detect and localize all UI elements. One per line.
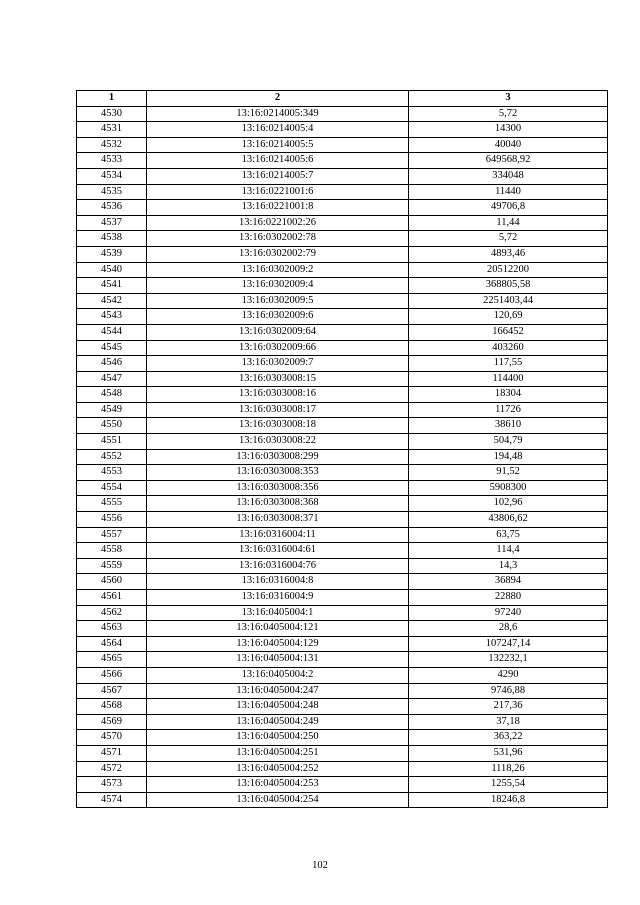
table-row	[77, 667, 608, 683]
value-cell: 5,72	[409, 106, 608, 122]
cadastral-number-cell: 13:16:0405004:252	[147, 761, 409, 777]
table-row	[77, 745, 608, 761]
value-cell: 97240	[409, 605, 608, 621]
value-cell: 363,22	[409, 730, 608, 746]
cadastral-number-cell: 13:16:0405004:253	[147, 777, 409, 793]
row-number-cell: 4549	[77, 402, 147, 418]
row-number-cell: 4566	[77, 667, 147, 683]
table-row	[77, 168, 608, 184]
table-row	[77, 792, 608, 808]
table-row	[77, 761, 608, 777]
table-row	[77, 387, 608, 403]
row-number-cell: 4546	[77, 356, 147, 372]
value-cell: 43806,62	[409, 512, 608, 528]
table-row	[77, 106, 608, 122]
value-cell: 14,3	[409, 558, 608, 574]
table-row	[77, 434, 608, 450]
table-row	[77, 324, 608, 340]
row-number-cell: 4572	[77, 761, 147, 777]
table-row	[77, 465, 608, 481]
row-number-cell: 4567	[77, 683, 147, 699]
table-row	[77, 699, 608, 715]
table-row	[77, 605, 608, 621]
cadastral-number-cell: 13:16:0303008:356	[147, 480, 409, 496]
cadastral-number-cell: 13:16:0302002:78	[147, 231, 409, 247]
table-row	[77, 309, 608, 325]
cadastral-number-cell: 13:16:0405004:2	[147, 667, 409, 683]
cadastral-number-cell: 13:16:0303008:371	[147, 512, 409, 528]
value-cell: 18246,8	[409, 792, 608, 808]
table-row	[77, 558, 608, 574]
value-cell: 217,36	[409, 699, 608, 715]
cadastral-number-cell: 13:16:0214005:6	[147, 153, 409, 169]
row-number-cell: 4568	[77, 699, 147, 715]
row-number-cell: 4564	[77, 636, 147, 652]
value-cell: 114400	[409, 371, 608, 387]
row-number-cell: 4532	[77, 137, 147, 153]
cadastral-number-cell: 13:16:0405004:247	[147, 683, 409, 699]
value-cell: 11,44	[409, 215, 608, 231]
data-table	[76, 90, 608, 808]
cadastral-number-cell: 13:16:0303008:22	[147, 434, 409, 450]
cadastral-number-cell: 13:16:0302009:6	[147, 309, 409, 325]
value-cell: 5,72	[409, 231, 608, 247]
cadastral-number-cell: 13:16:0302009:4	[147, 278, 409, 294]
cadastral-number-cell: 13:16:0405004:248	[147, 699, 409, 715]
table-row	[77, 512, 608, 528]
cadastral-number-cell: 13:16:0303008:16	[147, 387, 409, 403]
row-number-cell: 4550	[77, 418, 147, 434]
cadastral-number-cell: 13:16:0316004:61	[147, 543, 409, 559]
value-cell: 132232,1	[409, 652, 608, 668]
cadastral-number-cell: 13:16:0302009:5	[147, 293, 409, 309]
table-row	[77, 636, 608, 652]
cadastral-number-cell: 13:16:0316004:11	[147, 527, 409, 543]
value-cell: 1118,26	[409, 761, 608, 777]
row-number-cell: 4537	[77, 215, 147, 231]
row-number-cell: 4563	[77, 621, 147, 637]
cadastral-number-cell: 13:16:0303008:18	[147, 418, 409, 434]
row-number-cell: 4548	[77, 387, 147, 403]
table-row	[77, 621, 608, 637]
cadastral-number-cell: 13:16:0405004:129	[147, 636, 409, 652]
cadastral-number-cell: 13:16:0214005:5	[147, 137, 409, 153]
value-cell: 4290	[409, 667, 608, 683]
value-cell: 11440	[409, 184, 608, 200]
cadastral-number-cell: 13:16:0302009:2	[147, 262, 409, 278]
cadastral-number-cell: 13:16:0316004:76	[147, 558, 409, 574]
value-cell: 649568,92	[409, 153, 608, 169]
cadastral-number-cell: 13:16:0303008:368	[147, 496, 409, 512]
row-number-cell: 4539	[77, 246, 147, 262]
table-row	[77, 480, 608, 496]
row-number-cell: 4561	[77, 590, 147, 606]
cadastral-number-cell: 13:16:0302009:66	[147, 340, 409, 356]
row-number-cell: 4558	[77, 543, 147, 559]
cadastral-number-cell: 13:16:0405004:249	[147, 714, 409, 730]
row-number-cell: 4554	[77, 480, 147, 496]
table-row	[77, 777, 608, 793]
cadastral-number-cell: 13:16:0221002:26	[147, 215, 409, 231]
row-number-cell: 4542	[77, 293, 147, 309]
page-number: 102	[312, 860, 328, 871]
column-header-3: 3	[409, 91, 608, 107]
row-number-cell: 4555	[77, 496, 147, 512]
table-row	[77, 730, 608, 746]
row-number-cell: 4569	[77, 714, 147, 730]
value-cell: 117,55	[409, 356, 608, 372]
row-number-cell: 4571	[77, 745, 147, 761]
value-cell: 40040	[409, 137, 608, 153]
value-cell: 4893,46	[409, 246, 608, 262]
table-row	[77, 340, 608, 356]
table-row	[77, 652, 608, 668]
cadastral-number-cell: 13:16:0221001:8	[147, 200, 409, 216]
value-cell: 107247,14	[409, 636, 608, 652]
table-row	[77, 527, 608, 543]
cadastral-number-cell: 13:16:0214005:349	[147, 106, 409, 122]
value-cell: 368805,58	[409, 278, 608, 294]
row-number-cell: 4530	[77, 106, 147, 122]
cadastral-number-cell: 13:16:0303008:353	[147, 465, 409, 481]
value-cell: 63,75	[409, 527, 608, 543]
value-cell: 20512200	[409, 262, 608, 278]
value-cell: 504,79	[409, 434, 608, 450]
table-row	[77, 590, 608, 606]
row-number-cell: 4552	[77, 449, 147, 465]
value-cell: 11726	[409, 402, 608, 418]
table-row	[77, 184, 608, 200]
table-row	[77, 262, 608, 278]
value-cell: 36894	[409, 574, 608, 590]
cadastral-number-cell: 13:16:0303008:17	[147, 402, 409, 418]
row-number-cell: 4544	[77, 324, 147, 340]
row-number-cell: 4533	[77, 153, 147, 169]
table-row	[77, 371, 608, 387]
row-number-cell: 4538	[77, 231, 147, 247]
row-number-cell: 4543	[77, 309, 147, 325]
table-row	[77, 278, 608, 294]
table-row	[77, 137, 608, 153]
value-cell: 5908300	[409, 480, 608, 496]
table-row	[77, 356, 608, 372]
row-number-cell: 4574	[77, 792, 147, 808]
table-row	[77, 231, 608, 247]
value-cell: 14300	[409, 122, 608, 138]
cadastral-number-cell: 13:16:0316004:9	[147, 590, 409, 606]
value-cell: 120,69	[409, 309, 608, 325]
row-number-cell: 4547	[77, 371, 147, 387]
cadastral-number-cell: 13:16:0405004:251	[147, 745, 409, 761]
row-number-cell: 4556	[77, 512, 147, 528]
table-row	[77, 215, 608, 231]
table-row	[77, 293, 608, 309]
table-row	[77, 574, 608, 590]
cadastral-number-cell: 13:16:0316004:8	[147, 574, 409, 590]
row-number-cell: 4534	[77, 168, 147, 184]
row-number-cell: 4562	[77, 605, 147, 621]
row-number-cell: 4551	[77, 434, 147, 450]
cadastral-number-cell: 13:16:0405004:131	[147, 652, 409, 668]
row-number-cell: 4535	[77, 184, 147, 200]
cadastral-number-cell: 13:16:0302009:7	[147, 356, 409, 372]
table-row	[77, 543, 608, 559]
row-number-cell: 4553	[77, 465, 147, 481]
column-header-1: 1	[77, 91, 147, 107]
row-number-cell: 4573	[77, 777, 147, 793]
cadastral-number-cell: 13:16:0303008:299	[147, 449, 409, 465]
value-cell: 2251403,44	[409, 293, 608, 309]
cadastral-number-cell: 13:16:0214005:7	[147, 168, 409, 184]
value-cell: 9746,88	[409, 683, 608, 699]
value-cell: 334048	[409, 168, 608, 184]
value-cell: 91,52	[409, 465, 608, 481]
value-cell: 1255,54	[409, 777, 608, 793]
value-cell: 37,18	[409, 714, 608, 730]
cadastral-number-cell: 13:16:0303008:15	[147, 371, 409, 387]
row-number-cell: 4570	[77, 730, 147, 746]
cadastral-number-cell: 13:16:0405004:121	[147, 621, 409, 637]
value-cell: 166452	[409, 324, 608, 340]
table-row	[77, 153, 608, 169]
table-row	[77, 418, 608, 434]
cadastral-number-cell: 13:16:0405004:254	[147, 792, 409, 808]
value-cell: 403260	[409, 340, 608, 356]
cadastral-number-cell: 13:16:0221001:6	[147, 184, 409, 200]
cadastral-number-cell: 13:16:0405004:1	[147, 605, 409, 621]
table-row	[77, 246, 608, 262]
table-body	[77, 106, 608, 808]
table-header-row	[77, 91, 608, 107]
cadastral-number-cell: 13:16:0302002:79	[147, 246, 409, 262]
row-number-cell: 4559	[77, 558, 147, 574]
table-row	[77, 683, 608, 699]
value-cell: 38610	[409, 418, 608, 434]
value-cell: 102,96	[409, 496, 608, 512]
table-row	[77, 714, 608, 730]
value-cell: 22880	[409, 590, 608, 606]
row-number-cell: 4545	[77, 340, 147, 356]
row-number-cell: 4557	[77, 527, 147, 543]
table-row	[77, 496, 608, 512]
table-row	[77, 402, 608, 418]
column-header-2: 2	[147, 91, 409, 107]
row-number-cell: 4540	[77, 262, 147, 278]
value-cell: 49706,8	[409, 200, 608, 216]
table-row	[77, 200, 608, 216]
cadastral-number-cell: 13:16:0214005:4	[147, 122, 409, 138]
table-row	[77, 449, 608, 465]
value-cell: 114,4	[409, 543, 608, 559]
cadastral-number-cell: 13:16:0302009:64	[147, 324, 409, 340]
value-cell: 194,48	[409, 449, 608, 465]
row-number-cell: 4565	[77, 652, 147, 668]
value-cell: 531,96	[409, 745, 608, 761]
row-number-cell: 4560	[77, 574, 147, 590]
value-cell: 28,6	[409, 621, 608, 637]
table-row	[77, 122, 608, 138]
row-number-cell: 4536	[77, 200, 147, 216]
row-number-cell: 4531	[77, 122, 147, 138]
value-cell: 18304	[409, 387, 608, 403]
cadastral-number-cell: 13:16:0405004:250	[147, 730, 409, 746]
row-number-cell: 4541	[77, 278, 147, 294]
